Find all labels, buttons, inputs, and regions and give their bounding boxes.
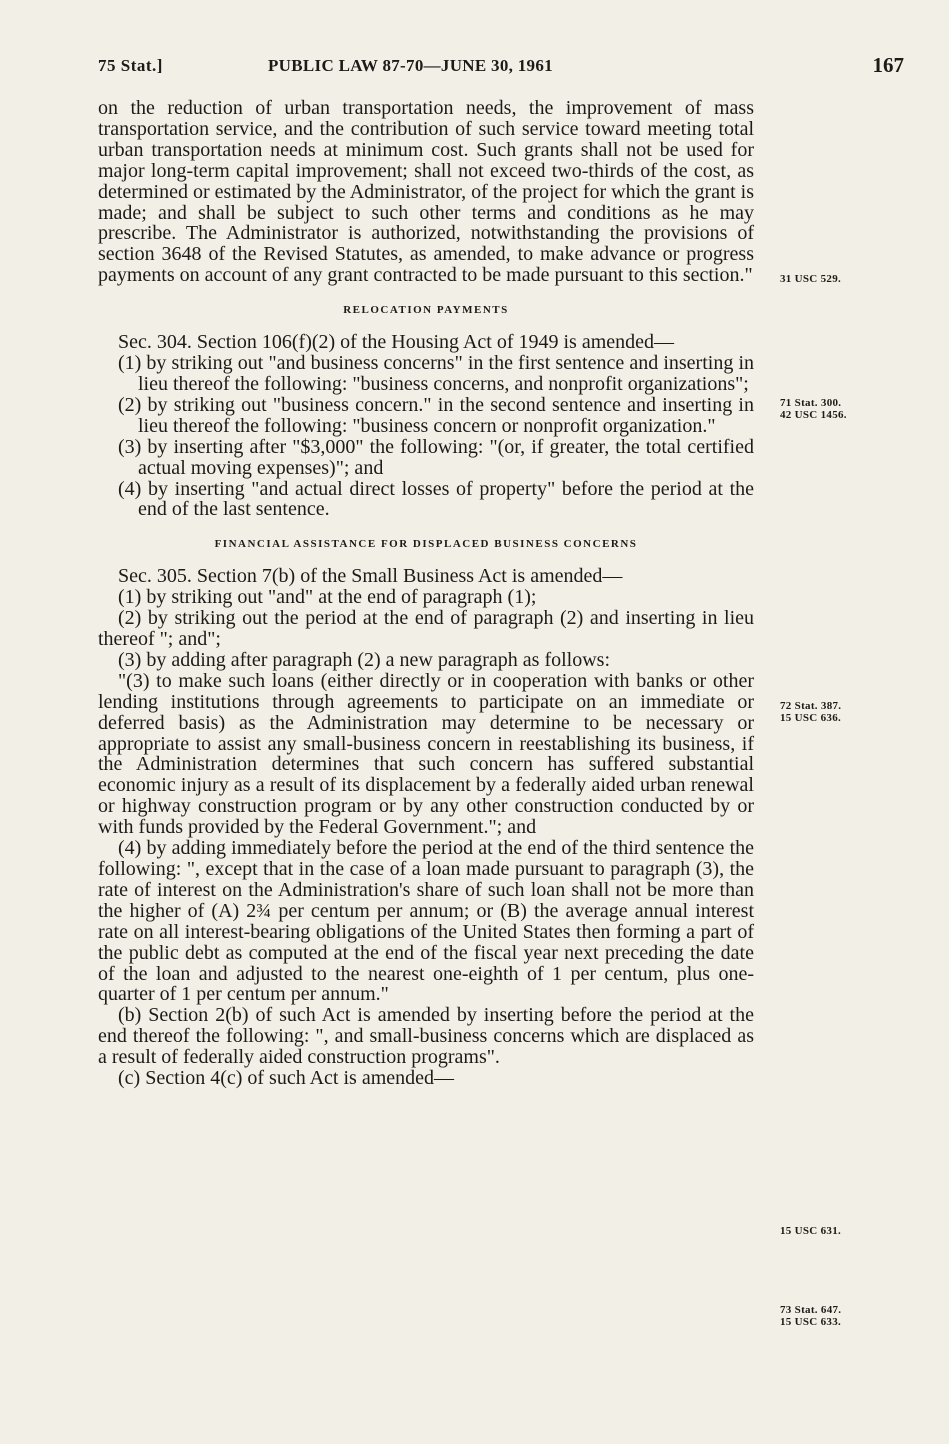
section-heading-financial-assistance: FINANCIAL ASSISTANCE FOR DISPLACED BUSINESS CONCERNS — [214, 538, 638, 551]
margin-note-15-usc-633: 73 Stat. 647. 15 USC 633. — [780, 1304, 842, 1328]
margin-note-31-usc-529: 31 USC 529. — [780, 273, 842, 285]
page-header — [98, 53, 904, 86]
margin-note-small-business-act: 72 Stat. 387. 15 USC 636. — [780, 700, 842, 724]
body-text — [98, 98, 754, 1089]
section-304-item-3: (3) by inserting after "$3,000" the following: "(or, if greater, the total certified actual moving expenses)"; and — [118, 435, 754, 479]
section-305-item-1: (1) by striking out "and" at the end of paragraph (1); — [118, 586, 537, 609]
section-heading-relocation: RELOCATION PAYMENTS — [343, 304, 509, 317]
paragraph-continuation: on the reduction of urban transportation needs, the improvement of mass transportation service, and the contribution of such service toward meeting total urban transportation needs at minimum cost. Such grants shall not be used for major long-term capital improvement; shall not exceed two-thirds of the cost, as determined or estimated by the Administrator, of the project for which the grant is made; and shall be subject to such other terms and conditions as he may prescribe. The Administrator is authorized, notwithstanding the provisions of section 3648 of the Revised Statutes, as amended, to make advance or progress payments on account of any grant contracted to be made pursuant to this section." — [98, 97, 754, 287]
section-304-item-4: (4) by inserting "and actual direct losses of property" before the period at the end of the last sentence. — [118, 477, 754, 521]
section-305-item-2: (2) by striking out the period at the end of paragraph (2) and inserting in lieu thereof "; and"; — [98, 607, 754, 651]
section-305-item-3: (3) by adding after paragraph (2) a new paragraph as follows: — [118, 648, 611, 671]
section-305: Sec. 305. Section 7(b) of the Small Business Act is amended— — [118, 565, 623, 588]
section-305-subsection-c: (c) Section 4(c) of such Act is amended— — [118, 1067, 455, 1090]
law-title: PUBLIC LAW 87-70—JUNE 30, 1961 — [268, 56, 553, 75]
section-304: Sec. 304. Section 106(f)(2) of the Housing Act of 1949 is amended— — [118, 331, 675, 354]
section-304-item-1: (1) by striking out "and business concerns" in the first sentence and inserting in lieu thereof the following: "business concerns, and nonprofit organizations"; — [118, 352, 754, 395]
section-305-item-4: (4) by adding immediately before the period at the end of the third sentence the following: ", except that in the case of a loan made pursuant to paragraph (3), the rate of interest on the Administration's share of such loan shall not be more than the higher of (A) 2¾ per centum per annum; or (B) the average annual interest rate on all interest-bearing obligations of the United States then forming a part of the public debt as computed at the end of the fiscal year next preceding the date of the loan and adjusted to the nearest one-eighth of 1 per centum, plus one-quarter of 1 per centum per annum." — [98, 837, 754, 1006]
section-304-item-2: (2) by striking out "business concern." in the second sentence and inserting in lieu thereof the following: "business concern or nonprofit organization." — [118, 393, 754, 437]
margin-note-housing-act: 71 Stat. 300. 42 USC 1456. — [780, 397, 847, 421]
volume-reference: 75 Stat.] — [98, 56, 163, 75]
section-305-item-3-quote: "(3) to make such loans (either directly or in cooperation with banks or other lending institutions through agreements to participate on an immediate or deferred basis) as the Administration may determine to be necessary or appropriate to assist any small-business concern in reestablishing its business, if the Administration determines that such concern has suffered substantial economic injury as a result of its displacement by a federally aided urban renewal or highway construction program or by any other construction conducted by or with funds provided by the Federal Government."; and — [98, 669, 754, 839]
section-305-subsection-b: (b) Section 2(b) of such Act is amended by inserting before the period at the end thereof the following: ", and small-business concerns which are displaced as a result of federally aided construction programs". — [98, 1004, 754, 1069]
margin-note-15-usc-631: 15 USC 631. — [780, 1225, 842, 1237]
page-number: 167 — [872, 53, 904, 77]
